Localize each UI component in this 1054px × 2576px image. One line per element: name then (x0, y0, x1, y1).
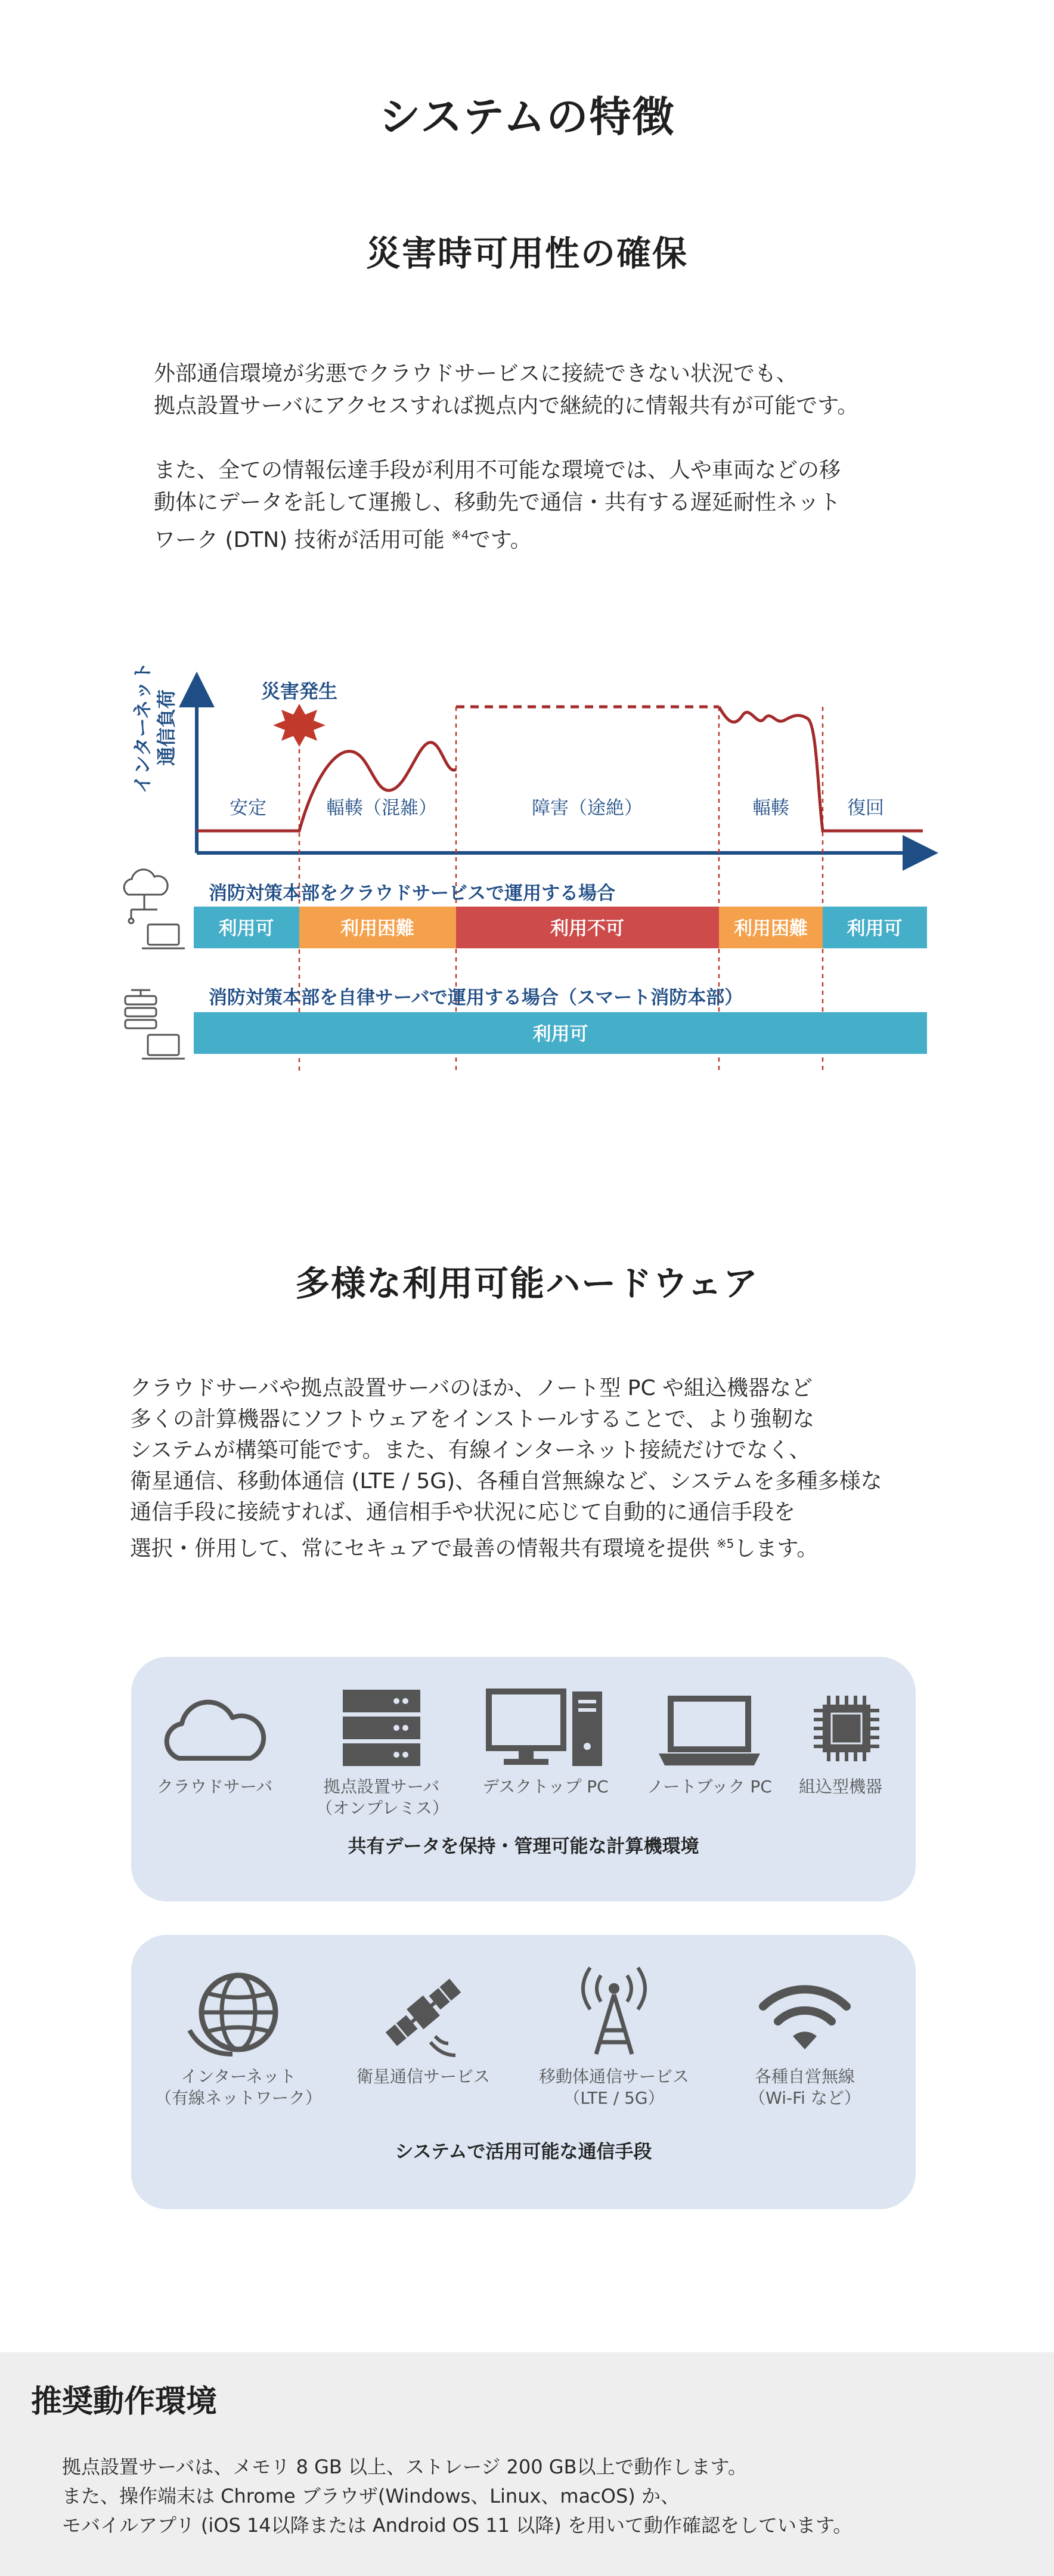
comm-item-mobile: 移動体通信サービス （LTE / 5G） (519, 1965, 709, 2109)
compute-panel (131, 1657, 916, 1901)
compute-caption: 共有データを保持・管理可能な計算機環境 (348, 1836, 699, 1857)
availability-title: 災害時可用性の確保 (365, 233, 688, 274)
explosion-icon (273, 704, 326, 747)
svg-text:通信負荷: 通信負荷 (155, 689, 178, 766)
self-case-label: 消防対策本部を自律サーバで運用する場合（スマート消防本部） (209, 987, 743, 1009)
laptop-icon (650, 1687, 769, 1770)
y-axis-label (131, 661, 178, 793)
comm-item-internet: インターネット （有線ネットワーク） (149, 1965, 328, 2109)
bar-segment-label: 利用困難 (734, 918, 808, 939)
wifi-icon (745, 1965, 864, 2060)
comm-item-wireless: 各種自営無線 （Wi-Fi など） (727, 1965, 882, 2109)
recommended-title: 推奨動作環境 (31, 2384, 218, 2420)
globe-icon (179, 1965, 298, 2060)
compute-item-cloud: クラウドサーバ (155, 1687, 274, 1798)
cloud-icon (155, 1687, 274, 1770)
cloud-availability-bar (194, 907, 927, 948)
disaster-label: 災害発生 (261, 680, 338, 703)
features-title: システムの特徴 (379, 92, 675, 141)
svg-text:インターネット: インターネット (131, 661, 154, 794)
phase-label: 復回 (847, 797, 884, 819)
phase-label: 安定 (230, 797, 266, 819)
phase-label: 輻輳 (752, 797, 789, 819)
footnote-4: ※4 (451, 528, 469, 542)
bar-segment-label: 利用困難 (340, 918, 414, 939)
recommended-section (0, 2352, 1054, 2576)
antenna-icon (554, 1965, 674, 2060)
bar-segment-label: 利用不可 (550, 918, 624, 939)
satellite-icon (364, 1965, 483, 2060)
compute-item-embedded: 組込型機器 (787, 1687, 894, 1798)
chip-icon (787, 1687, 906, 1770)
bar-segment-label: 利用可 (218, 918, 274, 939)
comm-caption: システムで活用可能な通信手段 (395, 2141, 652, 2163)
phase-labels (230, 797, 884, 819)
phase-label: 輻輳（混雑） (326, 797, 437, 819)
footnote-5: ※5 (716, 1536, 734, 1551)
comm-item-satellite: 衛星通信サービス (346, 1965, 501, 2088)
bar-segment-label: 利用可 (532, 1023, 588, 1045)
recommended-text: 拠点設置サーバは、メモリ 8 GB 以上、ストレージ 200 GB以上で動作します。 また、操作端末は Chrome ブラウザ(Windows、Linux、macOS) か、 モバイルアプリ (iOS 14以降または Android OS 11 以降) を用いて動作確認をしています。 (62, 2456, 852, 2537)
cloud-case-label: 消防対策本部をクラウドサービスで運用する場合 (209, 883, 615, 904)
availability-diagram (0, 644, 1054, 1086)
server-rack-icon (322, 1687, 441, 1770)
load-curve-falling (719, 707, 923, 831)
bar-segment-label: 利用可 (847, 918, 903, 939)
desktop-pc-icon (486, 1687, 605, 1770)
comm-panel (131, 1935, 916, 2209)
compute-item-laptop: ノートブック PC (638, 1687, 781, 1798)
phase-label: 障害（途絶） (532, 797, 643, 819)
cloud-laptop-icon (124, 870, 185, 948)
server-laptop-icon (125, 990, 185, 1059)
compute-item-desktop: デスクトップ PC (474, 1687, 617, 1798)
compute-item-server: 拠点設置サーバ （オンプレミス） (316, 1687, 447, 1819)
availability-paragraph: 外部通信環境が劣悪でクラウドサービスに接続できない状況でも、 拠点設置サーバにアクセスすれば拠点内で継続的に情報共有が可能です。 また、全ての情報伝達手段が利用不可能な環境では、人や車両などの移 動体にデータを託して運搬し、移動先で通信・共有する遅延耐性ネット ワーク (DTN) 技術が活用可能 $^{※4}$です。 (154, 361, 859, 552)
hardware-title: 多様な利用可能ハードウェア (295, 1263, 759, 1304)
hardware-paragraph: クラウドサーバや拠点設置サーバのほか、ノート型 PC や組込機器など 多くの計算機器にソフトウェアをインストールすることで、より強靭な システムが構築可能です。また、有線インターネット接続だけでなく、 衛星通信、移動体通信 (LTE / 5G)、各種自営無線など、システムを多種多様な 通信手段に接続すれば、通信相手や状況に応じて自動的に通信手段を 選択・併用して、常にセキュアで最善の情報共有環境を提供 $^{※5}$します。 (130, 1376, 882, 1561)
